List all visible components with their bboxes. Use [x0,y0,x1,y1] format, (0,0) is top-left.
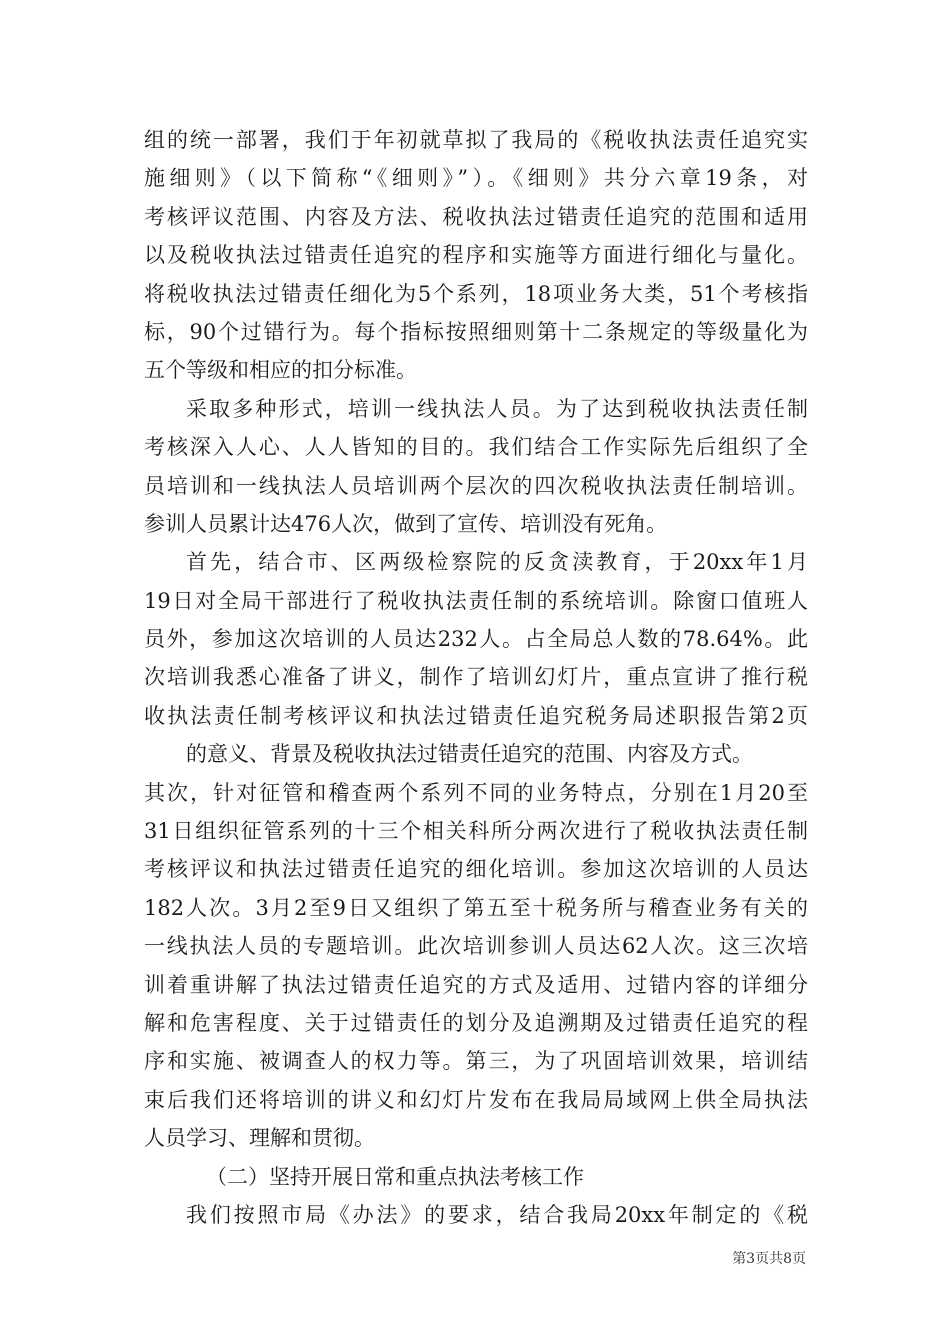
text-line: 员培训和一线执法人员培训两个层次的四次税收执法责任制培训。 [144,473,808,498]
text-line: 施细则》（以下简称“《细则》”）。《细则》共分六章19条，对 [144,166,808,191]
text-line: 员外，参加这次培训的人员达232人。占全局总人数的78.64%。此 [144,627,808,652]
text-line: 采取多种形式，培训一线执法人员。为了达到税收执法责任制 [186,396,808,421]
text-line: 31日组织征管系列的十三个相关科所分两次进行了税收执法责任制 [144,819,808,844]
text-line: 解和危害程度、关于过错责任的划分及追溯期及过错责任追究的程 [144,1010,808,1035]
text-line: 考核深入人心、人人皆知的目的。我们结合工作实际先后组织了全 [144,435,808,460]
text-line: 参训人员累计达476人次，做到了宣传、培训没有死角。 [144,511,668,536]
text-line: 人员学习、理解和贯彻。 [144,1126,375,1151]
text-line: 五个等级和相应的扣分标准。 [144,358,417,383]
text-line: 将税收执法过错责任细化为5个系列，18项业务大类，51个考核指 [144,281,808,306]
text-line: 我们按照市局《办法》的要求，结合我局20xx年制定的《税 [186,1202,808,1227]
text-line: 的意义、背景及税收执法过错责任追究的范围、内容及方式。 [186,742,753,767]
text-line: 次培训我悉心准备了讲义，制作了培训幻灯片，重点宣讲了推行税 [144,665,808,690]
text-line: 首先，结合市、区两级检察院的反贪渎教育，于20xx年1月 [186,550,808,575]
text-line: 182人次。3月2至9日又组织了第五至十税务所与稽查业务有关的 [144,895,808,920]
section-heading: （二）坚持开展日常和重点执法考核工作 [206,1164,584,1189]
text-line: 标，90个过错行为。每个指标按照细则第十二条规定的等级量化为 [144,319,808,344]
text-line: 序和实施、被调查人的权力等。第三，为了巩固培训效果，培训结 [144,1049,808,1074]
text-line: 考核评议和执法过错责任追究的细化培训。参加这次培训的人员达 [144,857,808,882]
text-line: 一线执法人员的专题培训。此次培训参训人员达62人次。这三次培 [144,934,808,959]
text-line: 组的统一部署，我们于年初就草拟了我局的《税收执法责任追究实 [144,128,808,152]
page-number: 第3页共8页 [732,1251,806,1267]
text-line: 考核评议范围、内容及方法、税收执法过错责任追究的范围和适用 [144,204,808,229]
text-line: 以及税收执法过错责任追究的程序和实施等方面进行细化与量化。 [144,243,808,268]
text-line: 其次，针对征管和稽查两个系列不同的业务特点，分别在1月20至 [144,780,808,805]
text-line: 19日对全局干部进行了税收执法责任制的系统培训。除窗口值班人 [144,588,808,613]
text-line: 束后我们还将培训的讲义和幻灯片发布在我局局域网上供全局执法 [144,1087,808,1112]
text-line: 收执法责任制考核评议和执法过错责任追究税务局述职报告第2页 [144,703,808,728]
document-body [144,121,808,1234]
text-line: 训着重讲解了执法过错责任追究的方式及适用、过错内容的详细分 [144,972,808,997]
